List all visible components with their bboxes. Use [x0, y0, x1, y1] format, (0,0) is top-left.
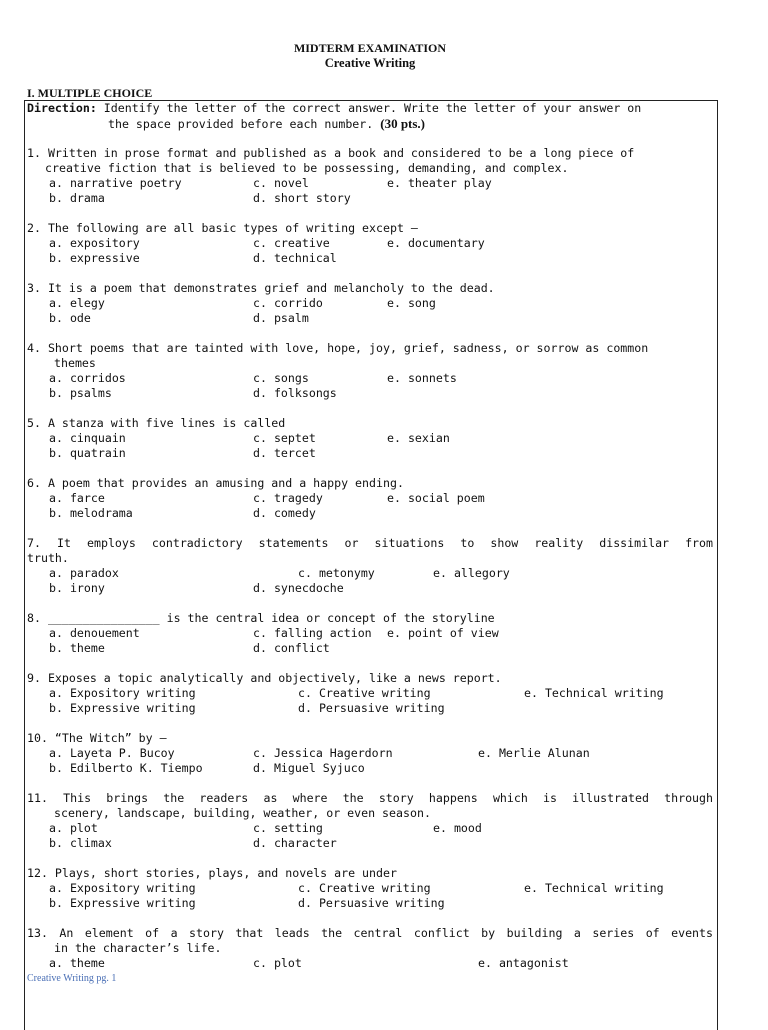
question-7 — [27, 536, 713, 596]
option: d. Persuasive writing — [298, 896, 445, 910]
option: e. social poem — [387, 491, 485, 505]
option: a. denouement — [49, 626, 140, 640]
question-stem: 1. Written in prose format and published as a book and considered to be a long piece of — [27, 146, 635, 160]
question-stem: 9. Exposes a topic analytically and objectively, like a news report. — [27, 671, 502, 685]
option: e. mood — [433, 821, 482, 835]
option: c. plot — [253, 956, 302, 970]
option: b. Expressive writing — [49, 896, 196, 910]
points-label: (30 pts.) — [380, 116, 426, 131]
option: d. tercet — [253, 446, 316, 460]
question-stem-cont: truth. — [27, 551, 69, 565]
question-5 — [27, 416, 713, 461]
question-3 — [27, 281, 713, 326]
option: d. character — [253, 836, 337, 850]
option: e. theater play — [387, 176, 492, 190]
question-13 — [27, 926, 713, 971]
option: a. elegy — [49, 296, 105, 310]
option: a. Expository writing — [49, 686, 196, 700]
question-stem: 7. It employs contradictory statements or situations to show reality dissimilar from — [27, 536, 713, 550]
option: e. point of view — [387, 626, 499, 640]
exam-subtitle: Creative Writing — [324, 56, 416, 70]
direction-label: Direction: — [27, 101, 97, 115]
option: c. falling action — [253, 626, 372, 640]
option: a. plot — [49, 821, 98, 835]
question-2 — [27, 221, 713, 266]
question-stem: 13. An element of a story that leads the central conflict by building a series of events — [27, 926, 713, 940]
option: d. folksongs — [253, 386, 337, 400]
option: c. Creative writing — [298, 686, 431, 700]
option: a. narrative poetry — [49, 176, 182, 190]
option: b. Expressive writing — [49, 701, 196, 715]
option: a. farce — [49, 491, 105, 505]
option: c. songs — [253, 371, 309, 385]
question-stem: 8. ________________ is the central idea or concept of the storyline — [27, 611, 495, 625]
option: b. drama — [49, 191, 105, 205]
question-stem-cont: scenery, landscape, building, weather, or even season. — [54, 806, 431, 820]
option: d. short story — [253, 191, 351, 205]
option: b. melodrama — [49, 506, 133, 520]
option: a. theme — [49, 956, 105, 970]
option: b. climax — [49, 836, 112, 850]
question-12 — [27, 866, 713, 911]
option: b. Edilberto K. Tiempo — [49, 761, 203, 775]
exam-title: MIDTERM EXAMINATION — [293, 41, 447, 55]
option: a. Layeta P. Bucoy — [49, 746, 175, 760]
page-footer: Creative Writing pg. 1 — [27, 973, 117, 984]
option: d. Miguel Syjuco — [253, 761, 365, 775]
question-stem-cont: creative fiction that is believed to be possessing, demanding, and complex. — [45, 161, 569, 175]
option: e. Merlie Alunan — [478, 746, 590, 760]
option: e. sonnets — [387, 371, 457, 385]
option: e. Technical writing — [524, 686, 664, 700]
direction-text-line-2: the space provided before each number. — [108, 117, 374, 131]
option: c. novel — [253, 176, 309, 190]
question-stem: 6. A poem that provides an amusing and a happy ending. — [27, 476, 404, 490]
option: b. ode — [49, 311, 91, 325]
option: c. Jessica Hagerdorn — [253, 746, 393, 760]
question-stem: 4. Short poems that are tainted with love, hope, joy, grief, sadness, or sorrow as common — [27, 341, 649, 355]
option: b. theme — [49, 641, 105, 655]
question-9 — [27, 671, 713, 716]
option: b. expressive — [49, 251, 140, 265]
section-heading: I. MULTIPLE CHOICE — [27, 86, 153, 100]
question-1 — [27, 146, 713, 206]
option: a. paradox — [49, 566, 119, 580]
option: d. synecdoche — [253, 581, 344, 595]
option: a. cinquain — [49, 431, 126, 445]
option: a. expository — [49, 236, 140, 250]
question-stem: 5. A stanza with five lines is called — [27, 416, 286, 430]
option: c. corrido — [253, 296, 323, 310]
option: c. setting — [253, 821, 323, 835]
option: e. song — [387, 296, 436, 310]
option: a. corridos — [49, 371, 126, 385]
option: d. comedy — [253, 506, 316, 520]
question-stem: 12. Plays, short stories, plays, and novels are under — [27, 866, 397, 880]
option: e. allegory — [433, 566, 510, 580]
question-10 — [27, 731, 713, 776]
option: c. creative — [253, 236, 330, 250]
option: a. Expository writing — [49, 881, 196, 895]
directions — [27, 101, 713, 132]
question-stem-cont: in the character’s life. — [54, 941, 222, 955]
option: c. tragedy — [253, 491, 323, 505]
option: b. psalms — [49, 386, 112, 400]
question-4 — [27, 341, 713, 401]
option: c. Creative writing — [298, 881, 431, 895]
option: e. documentary — [387, 236, 485, 250]
question-11 — [27, 791, 713, 851]
option: e. sexian — [387, 431, 450, 445]
question-stem-cont: themes — [54, 356, 96, 370]
option: b. quatrain — [49, 446, 126, 460]
option: e. Technical writing — [524, 881, 664, 895]
option: c. septet — [253, 431, 316, 445]
question-stem: 3. It is a poem that demonstrates grief and melancholy to the dead. — [27, 281, 495, 295]
option: d. psalm — [253, 311, 309, 325]
question-6 — [27, 476, 713, 521]
option: c. metonymy — [298, 566, 375, 580]
option: d. conflict — [253, 641, 330, 655]
option: e. antagonist — [478, 956, 569, 970]
option: d. Persuasive writing — [298, 701, 445, 715]
question-stem: 2. The following are all basic types of writing except – — [27, 221, 418, 235]
option: b. irony — [49, 581, 105, 595]
option: d. technical — [253, 251, 337, 265]
question-stem: 10. “The Witch” by – — [27, 731, 167, 745]
direction-text-line-1: Identify the letter of the correct answer. Write the letter of your answer on — [103, 101, 642, 115]
question-stem: 11. This brings the readers as where the story happens which is illustrated through — [27, 791, 713, 805]
question-8 — [27, 611, 713, 656]
